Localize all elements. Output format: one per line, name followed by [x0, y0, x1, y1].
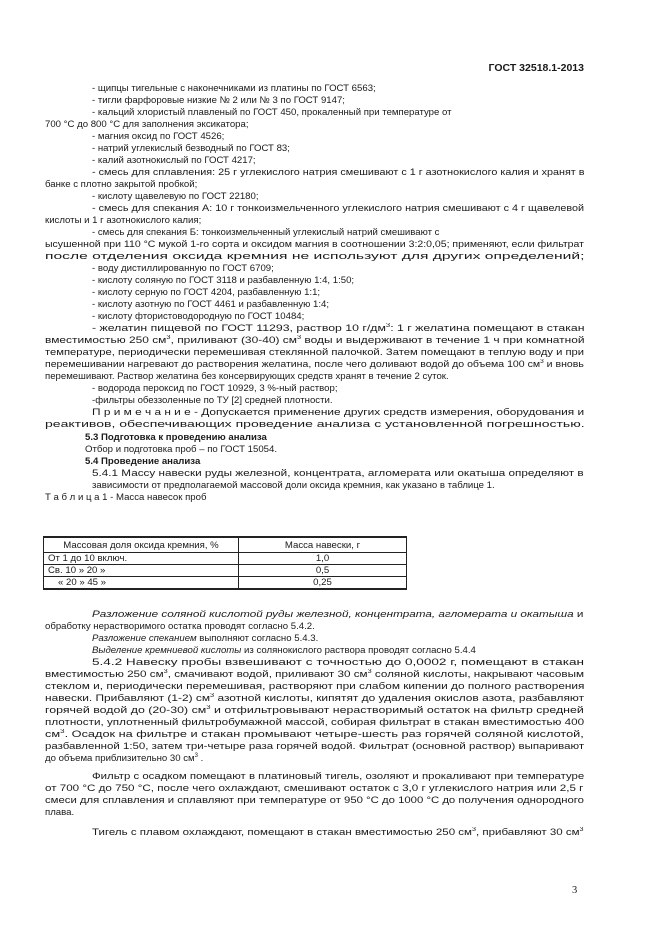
text-line: [45, 371, 449, 383]
text-run: -фильтры обеззоленные по ТУ [2] средней плотности.: [92, 395, 333, 406]
text-run: выполняют согласно 5.4.3.: [196, 633, 319, 644]
text-run: - кислоту азотную по ГОСТ 4461 и разбавленную 1:4;: [92, 299, 330, 310]
text-line: [92, 203, 584, 215]
superscript: 3: [163, 669, 168, 675]
text-line: [92, 827, 584, 839]
text-line: [45, 335, 584, 347]
text-line: [45, 179, 197, 191]
text-run: и: [573, 609, 584, 620]
text-run: - кальций хлористый плавленый по ГОСТ 450, прокаленный при температуре от: [92, 107, 452, 118]
superscript: 3: [367, 669, 372, 675]
text-line: [45, 215, 201, 227]
text-run: .: [197, 753, 204, 764]
text-run: , прибавляют 30 см: [475, 827, 580, 838]
text-line: [92, 407, 584, 419]
text-line: [92, 107, 452, 119]
text-run: и отфильтровывают нерастворимый остаток на фильтр средней: [210, 705, 584, 716]
text-line: [92, 657, 584, 669]
text-run: навески. Прибавляют (1-2) см: [45, 693, 211, 704]
text-run: обработку нерастворимого остатка проводят согласно 5.4.2.: [45, 621, 315, 632]
text-line: [45, 239, 584, 251]
text-run: банке с плотно закрытой пробкой;: [45, 179, 198, 190]
text-run: от 700 °С до 750 °С, после чего охлаждают, смешивают остаток с 3,0 г углекислого натрия или 2,5 г: [45, 783, 584, 794]
page-number: 3: [572, 885, 578, 896]
text-run: после отделения оксида кремния не используют для других определений;: [45, 251, 585, 262]
text-line: [92, 323, 584, 335]
text-line: [92, 395, 333, 407]
text-run: Отбор и подготовка проб – по ГОСТ 15054.: [85, 444, 277, 455]
text-run: - кислоту соляную по ГОСТ 3118 и разбавленную 1:4, 1:50;: [92, 275, 355, 286]
text-line: [85, 456, 200, 468]
text-line: [85, 432, 267, 444]
text-run: соляной кислоты, накрывают часовым: [371, 669, 585, 680]
superscript: 3: [385, 323, 391, 329]
text-run: реактивов, обеспечивающих проведение анализа с установленной погрешностью.: [45, 419, 585, 430]
table-header-row: [44, 537, 407, 553]
text-line: [45, 807, 74, 819]
text-run: до объема приблизительно 30 см: [45, 753, 195, 764]
text-run: плотности, уплотненный фильтробумажной массой, собирая фильтрат в стакан вместимостью 400: [45, 717, 585, 728]
text-run: зависимости от предполагаемой массовой доли оксида кремния, как указано в таблице 1.: [92, 480, 495, 491]
table-row: [44, 577, 407, 590]
text-line: [92, 383, 337, 395]
text-run: см: [45, 729, 61, 740]
text-run: - щипцы тигельные с наконечниками из платины по ГОСТ 6563;: [92, 83, 376, 94]
text-run: воды и выдерживают в течение 1 ч при комнатной: [301, 335, 585, 346]
superscript: 3: [206, 705, 211, 711]
table-cell: От 1 до 10 включ.: [44, 553, 239, 565]
text-line: [92, 771, 584, 783]
text-run: - магния оксид по ГОСТ 4526;: [92, 131, 225, 142]
text-run: : 1 г желатина помещают в стакан: [390, 323, 585, 334]
text-line: [92, 275, 354, 287]
text-run: - желатин пищевой по ГОСТ 11293, раствор 10 г/дм: [92, 323, 386, 334]
text-run: - кислоту серную по ГОСТ 4204, разбавленную 1:1;: [92, 287, 321, 298]
table-header-cell: Масса навески, г: [239, 537, 407, 553]
text-run: температуре, периодически перемешивая стеклянной палочкой. Затем помещают в теплую воду и при: [45, 347, 585, 358]
text-run: 5.4.2 Навеску пробы взвешивают с точностью до 0,0002 г, помещают в стакан: [92, 657, 584, 668]
text-line: [45, 347, 584, 359]
text-run: , смачивают водой, приливают 30 см: [167, 669, 368, 680]
section-heading: 5.4 Проведение анализа: [85, 456, 201, 467]
text-run: , приливают (30-40) см: [170, 335, 297, 346]
text-line: [45, 729, 584, 741]
text-run: перемешивании нагревают до растворения желатина, после чего доливают водой до объема 100 см: [45, 359, 541, 370]
text-line: [92, 143, 290, 155]
table-cell: « 20 » 45 »: [44, 577, 239, 590]
text-run: П р и м е ч а н и е - Допускается применение других средств измерения, оборудования и: [92, 407, 585, 418]
superscript: 3: [579, 827, 584, 833]
text-line: [92, 633, 318, 645]
section-heading: 5.3 Подготовка к проведению анализа: [85, 432, 267, 443]
text-line: [92, 263, 274, 275]
text-run: и вновь: [543, 359, 584, 370]
text-line: [92, 645, 476, 657]
italic-run: Разложение соляной кислотой руды железной, концентрата, агломерата и окатыша: [92, 609, 574, 620]
text-run: - кислоту щавелевую по ГОСТ 22180;: [92, 191, 259, 202]
text-line: [92, 155, 256, 167]
text-line: [45, 753, 203, 765]
text-line: [45, 419, 584, 431]
text-line: [92, 480, 495, 492]
text-line: [92, 167, 584, 179]
text-line: [92, 468, 584, 480]
text-line: [45, 251, 584, 263]
text-run: - калий азотнокислый по ГОСТ 4217;: [92, 155, 256, 166]
italic-run: Разложение спеканием: [92, 633, 197, 644]
text-line: [45, 669, 584, 681]
table-1: [43, 536, 407, 590]
text-line: [92, 83, 376, 95]
text-run: вместимостью 250 см: [45, 335, 167, 346]
text-line: [45, 705, 584, 717]
text-line: [85, 444, 277, 456]
text-run: - натрий углекислый безводный по ГОСТ 83;: [92, 143, 290, 154]
text-run: стеклом и, периодически перемешивая, растворяют при слабом кипении до полного растворения: [45, 681, 585, 692]
text-line: [92, 299, 329, 311]
text-line: [45, 783, 584, 795]
text-line: [92, 287, 320, 299]
text-run: . Осадок на фильтре и стакан промывают четыре-шесть раз горячей соляной кислотой,: [64, 729, 584, 740]
text-run: ысушенной при 110 °С мукой 1-го сорта и оксидом магния в соотношении 3:2:0,05; применяют, если фильтрат: [45, 239, 584, 250]
table-cell: 1,0: [239, 553, 407, 565]
text-line: [92, 609, 584, 621]
superscript: 3: [296, 335, 302, 341]
text-line: [45, 359, 584, 371]
text-run: - смесь для спекания А: 10 г тонкоизмельченного углекислого натрия смешивают с 4 г щавелевой: [92, 203, 585, 214]
text-line: [92, 191, 259, 203]
text-run: горячей водой до (20-30) см: [45, 705, 207, 716]
superscript: 3: [210, 693, 215, 699]
text-run: Фильтр с осадком помещают в платиновый тигель, озоляют и прокаливают при температуре: [92, 771, 585, 782]
table-cell: 0,5: [239, 565, 407, 577]
text-run: вместимостью 250 см: [45, 669, 164, 680]
text-run: - смесь для спекания Б: тонкоизмельченный углекислый натрий смешивают с: [92, 227, 440, 238]
text-run: из солянокислого раствора проводят согласно 5.4.4: [241, 645, 476, 656]
text-run: Т а б л и ц а 1 - Масса навесок проб: [45, 492, 207, 503]
text-line: [45, 681, 584, 693]
text-run: Тигель с плавом охлаждают, помещают в стакан вместимостью 250 см: [92, 827, 472, 838]
table-cell: 0,25: [239, 577, 407, 590]
text-line: [45, 795, 584, 807]
table-row: [44, 565, 407, 577]
table-header-cell: Массовая доля оксида кремния, %: [44, 537, 239, 553]
superscript: 3: [60, 729, 65, 735]
superscript: 3: [194, 753, 198, 759]
text-line: [92, 95, 345, 107]
doc-code: ГОСТ 32518.1-2013: [488, 62, 584, 74]
text-run: - кислоту фтористоводородную по ГОСТ 10484;: [92, 311, 305, 322]
text-line: [45, 741, 584, 753]
text-line: [45, 492, 206, 504]
text-run: разбавленной 1:50, затем три-четыре раза горячей водой. Фильтрат (основной раствор) выпаривают: [45, 741, 585, 752]
text-line: [45, 717, 584, 729]
text-run: смеси для сплавления и сплавляют при температуре от 950 °С до 1000 °С до получения однородного: [45, 795, 584, 806]
text-run: 5.4.1 Массу навески руды железной, концентрата, агломерата или окатыша определяют в: [92, 468, 584, 479]
text-run: - тигли фарфоровые низкие № 2 или № 3 по ГОСТ 9147;: [92, 95, 345, 106]
text-line: [92, 131, 224, 143]
superscript: 3: [471, 827, 476, 833]
superscript: 3: [540, 359, 544, 365]
table-row: [44, 553, 407, 565]
text-line: [45, 119, 249, 131]
text-line: [92, 311, 304, 323]
text-run: - смесь для сплавления: 25 г углекислого натрия смешивают с 1 г азотнокислого калия и хранят в: [92, 167, 585, 178]
text-run: - водорода пероксид по ГОСТ 10929, 3 %-ный раствор;: [92, 383, 338, 394]
text-line: [45, 693, 584, 705]
text-run: плава.: [45, 807, 75, 818]
text-run: кислоты и 1 г азотнокислого калия;: [45, 215, 202, 226]
table-cell: Св. 10 » 20 »: [44, 565, 239, 577]
text-run: перемешивают. Раствор желатина без консервирующих средств хранят в течение 2 суток.: [45, 371, 449, 382]
text-line: [45, 621, 315, 633]
text-run: 700 °С до 800 °С для заполнения эксикатора;: [45, 119, 249, 130]
italic-run: Выделение кремниевой кислоты: [92, 645, 242, 656]
text-run: азотной кислоты, кипятят до удаления окислов азота, разбавляют: [214, 693, 585, 704]
text-line: [92, 227, 439, 239]
superscript: 3: [166, 335, 171, 341]
text-run: - воду дистиллированную по ГОСТ 6709;: [92, 263, 274, 274]
